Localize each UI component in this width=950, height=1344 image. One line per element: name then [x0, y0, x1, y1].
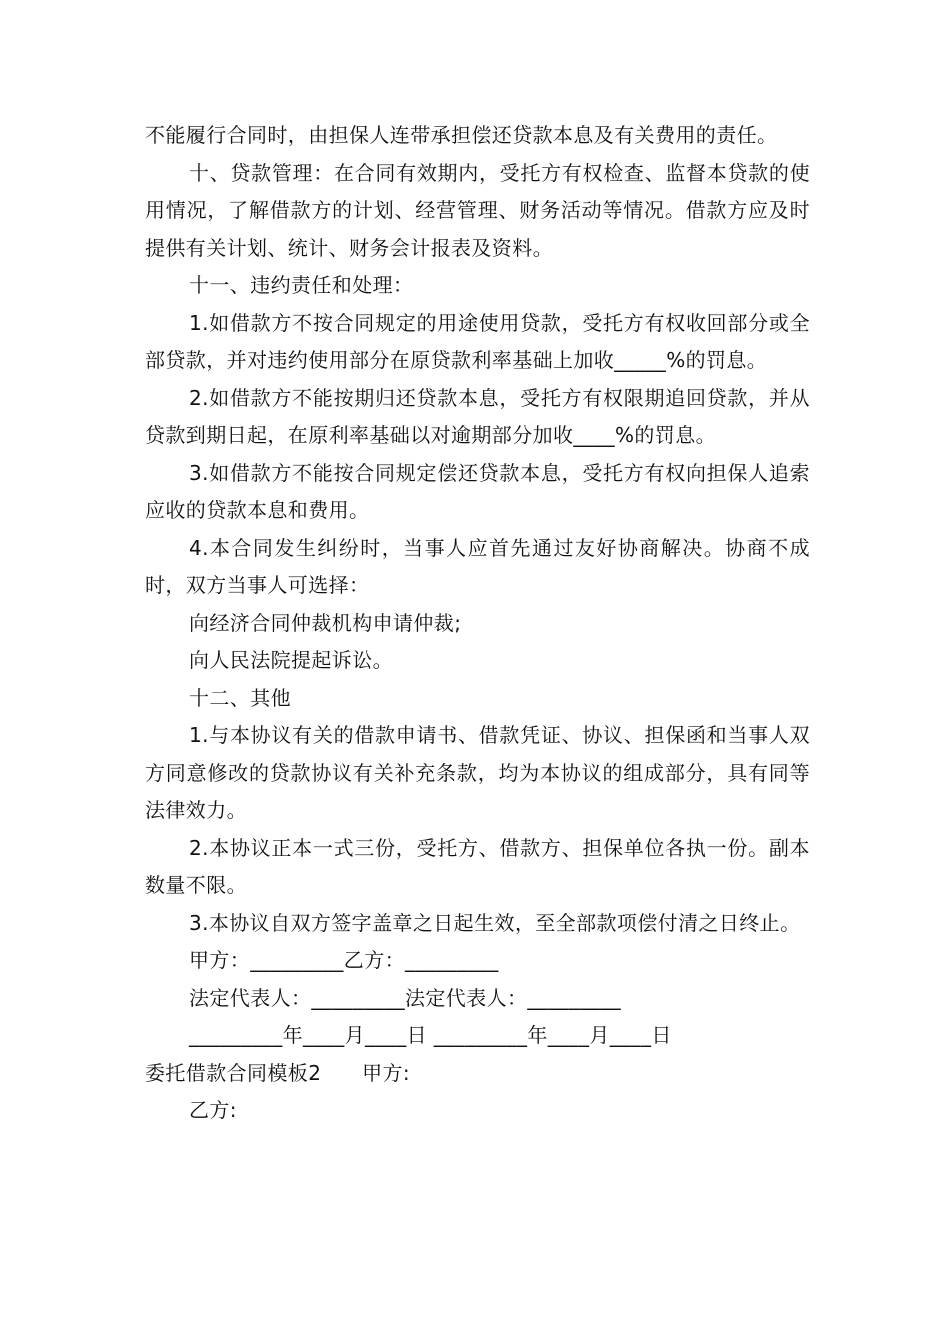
paragraph-other-item-3: 3.本协议自双方签字盖章之日起生效，至全部款项偿付清之日终止。	[189, 910, 801, 935]
paragraph-breach-item-3: 3.如借款方不能按合同规定偿还贷款本息，受托方有权向担保人追索应收的贷款本息和费用。	[145, 460, 810, 522]
paragraph-guarantee-liability: 不能履行合同时，由担保人连带承担偿还贷款本息及有关费用的责任。	[145, 123, 778, 147]
template-2-party-b-line: 乙方:	[189, 1098, 237, 1122]
paragraph-breach-item-2: 2.如借款方不能按期归还贷款本息，受托方有权限期追回贷款，并从贷款到期日起，在原利率基础以对逾期部分加收____%的罚息。	[145, 385, 810, 447]
heading-breach-liability: 十一、违约责任和处理：	[189, 273, 414, 297]
paragraph-option-arbitration: 向经济合同仲裁机构申请仲裁;	[189, 610, 462, 635]
paragraph-option-litigation: 向人民法院提起诉讼。	[189, 648, 393, 672]
heading-other: 十二、其他	[189, 685, 291, 710]
paragraph-loan-management: 十、贷款管理：在合同有效期内，受托方有权检查、监督本贷款的使用情况，了解借款方的计划、经营管理、财务活动等情况。借款方应及时提供有关计划、统计、财务会计报表及资料。	[145, 160, 810, 260]
paragraph-breach-item-1: 1.如借款方不按合同规定的用途使用贷款，受托方有权收回部分或全部贷款，并对违约使用部分在原贷款利率基础上加收_____%的罚息。	[145, 310, 810, 372]
paragraph-breach-item-4: 4.本合同发生纠纷时，当事人应首先通过友好协商解决。协商不成时，双方当事人可选择：	[145, 535, 810, 597]
document-body	[145, 117, 810, 1130]
signature-parties-line: 甲方：_________乙方：_________	[189, 948, 499, 972]
signature-representatives-line: 法定代表人：_________法定代表人：_________	[189, 985, 621, 1010]
signature-dates-line: _________年____月____日 _________年____月____日	[189, 1023, 672, 1047]
paragraph-other-item-1: 1.与本协议有关的借款申请书、借款凭证、协议、担保函和当事人双方同意修改的贷款协议有关补充条款，均为本协议的组成部分，具有同等法律效力。	[145, 723, 810, 822]
template-2-title-line: 委托借款合同模板2 甲方:	[145, 1060, 411, 1085]
paragraph-other-item-2: 2.本协议正本一式三份，受托方、借款方、担保单位各执一份。副本数量不限。	[145, 835, 810, 897]
